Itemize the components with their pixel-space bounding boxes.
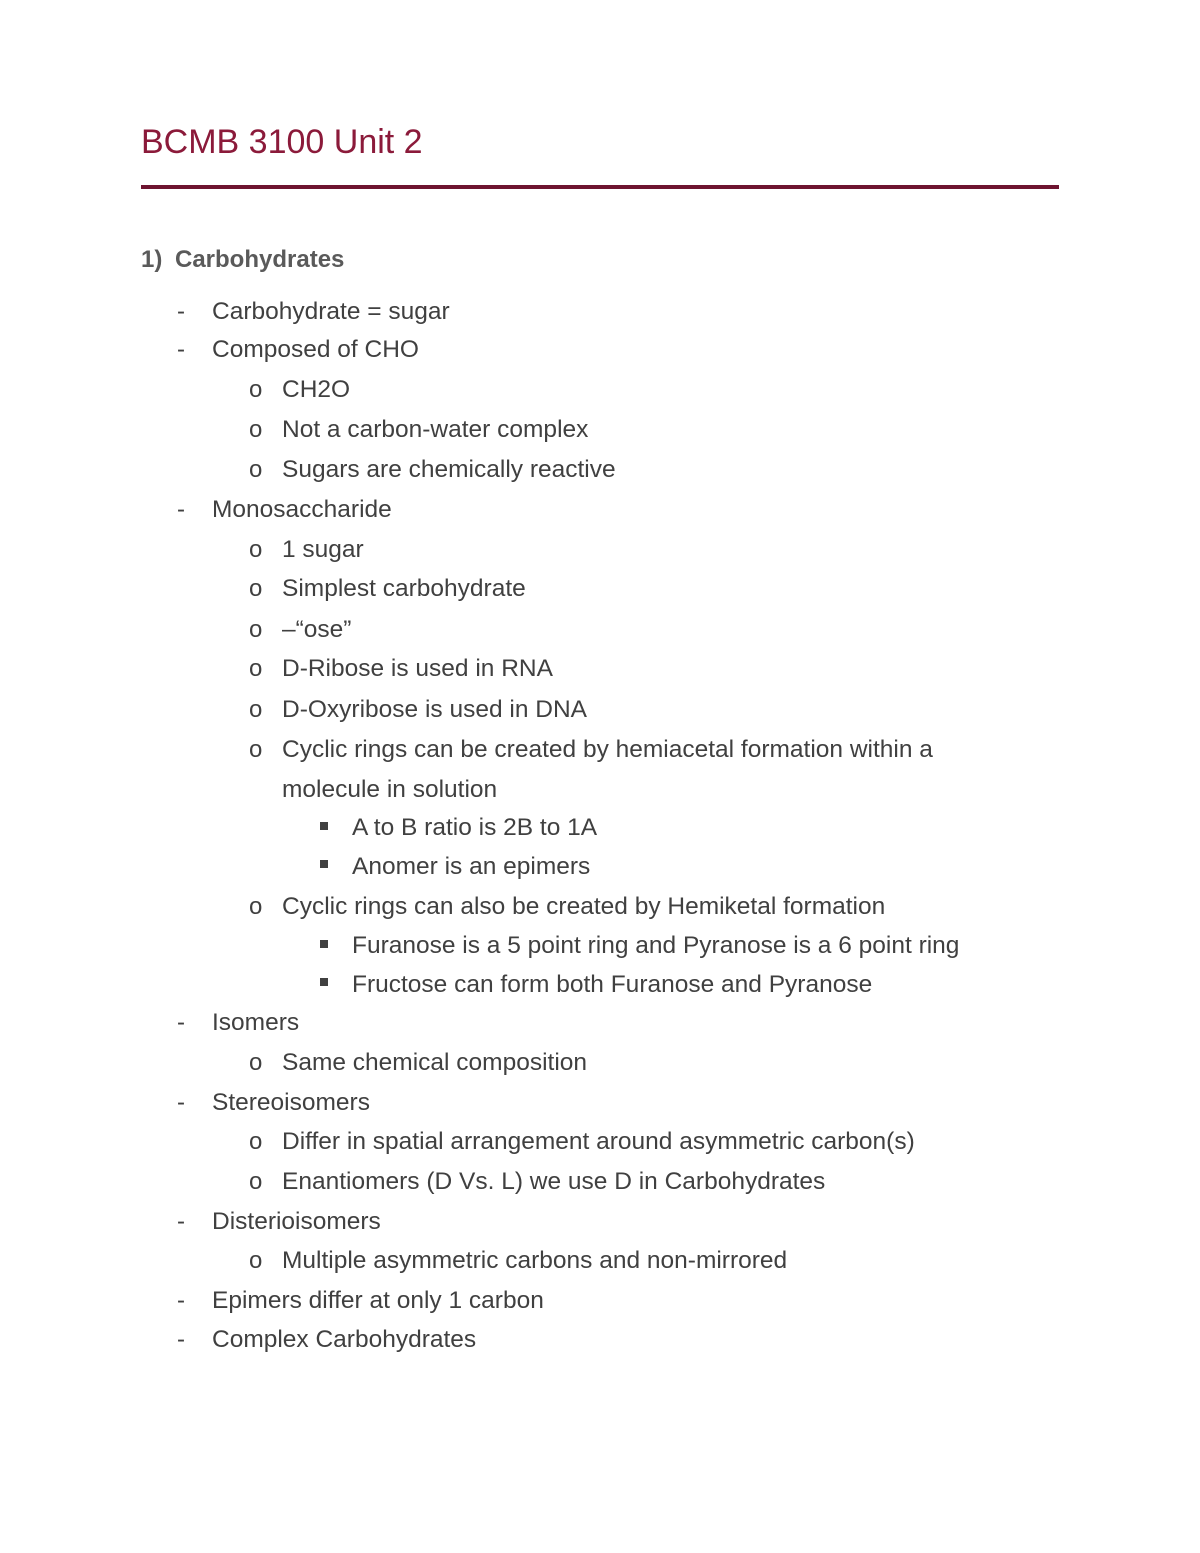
circle-bullet: o [249,416,263,443]
title-underline [141,185,1059,189]
dash-bullet: - [177,1009,185,1036]
circle-bullet: o [249,1128,263,1155]
dash-bullet: - [177,496,185,523]
dash-bullet: - [177,298,185,325]
dash-bullet: - [177,336,185,363]
circle-bullet: o [249,536,263,563]
circle-bullet: o [249,736,263,763]
list-item: Not a carbon-water complex [282,416,589,443]
dash-bullet: - [177,1326,185,1353]
list-item: Isomers [212,1009,300,1036]
list-item: Enantiomers (D Vs. L) we use D in Carbohydrates [282,1168,826,1195]
circle-bullet: o [249,1168,263,1195]
dash-bullet: - [177,1089,185,1116]
list-item: Carbohydrate = sugar [212,298,450,325]
circle-bullet: o [249,893,263,920]
circle-bullet: o [249,376,263,403]
circle-bullet: o [249,1049,263,1076]
list-item: Furanose is a 5 point ring and Pyranose is a 6 point ring [352,932,960,959]
list-item: Monosaccharide [212,496,392,523]
section-title: Carbohydrates [175,246,345,273]
square-bullet [320,978,328,986]
list-item: 1 sugar [282,536,364,563]
list-item: –“ose” [282,616,352,643]
list-item: Multiple asymmetric carbons and non-mirrored [282,1247,788,1274]
list-item: Cyclic rings can be created by hemiacetal formation within a [282,736,933,763]
list-item: Composed of CHO [212,336,419,363]
list-item: Sugars are chemically reactive [282,456,616,483]
document-title: BCMB 3100 Unit 2 [141,123,423,161]
list-item: Same chemical composition [282,1049,588,1076]
list-item: Anomer is an epimers [352,853,591,880]
list-item: D-Ribose is used in RNA [282,655,553,682]
square-bullet [320,860,328,868]
list-item: CH2O [282,376,351,403]
list-item: Fructose can form both Furanose and Pyranose [352,971,873,998]
circle-bullet: o [249,655,263,682]
square-bullet [320,822,328,830]
list-item: Epimers differ at only 1 carbon [212,1287,544,1314]
list-item: Complex Carbohydrates [212,1326,477,1353]
list-item: Disterioisomers [212,1208,381,1235]
circle-bullet: o [249,575,263,602]
square-bullet [320,940,328,948]
circle-bullet: o [249,696,263,723]
list-item: A to B ratio is 2B to 1A [352,814,598,841]
list-item: D-Oxyribose is used in DNA [282,696,587,723]
list-item: Simplest carbohydrate [282,575,526,602]
dash-bullet: - [177,1287,185,1314]
circle-bullet: o [249,1247,263,1274]
circle-bullet: o [249,456,263,483]
list-item: Cyclic rings can also be created by Hemiketal formation [282,893,886,920]
dash-bullet: - [177,1208,185,1235]
circle-bullet: o [249,616,263,643]
list-item: Differ in spatial arrangement around asymmetric carbon(s) [282,1128,915,1155]
section-number: 1) [141,246,163,273]
list-item: Stereoisomers [212,1089,370,1116]
section-heading [141,242,344,278]
list-item-continuation: molecule in solution [282,776,498,803]
